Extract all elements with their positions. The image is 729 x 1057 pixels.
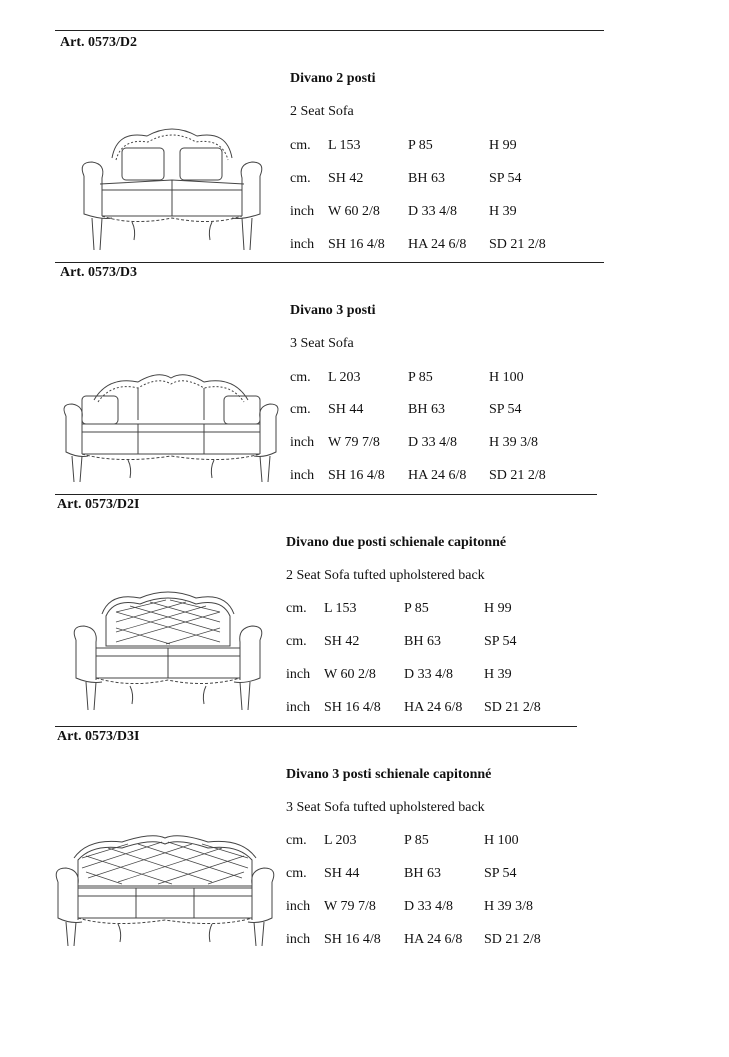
- spec-value: SH 42: [328, 171, 364, 186]
- section-divider: [55, 30, 604, 31]
- spec-value: BH 63: [408, 171, 445, 186]
- spec-value: H 39: [489, 204, 517, 219]
- spec-value: H 99: [484, 601, 512, 616]
- spec-value: SH 42: [324, 634, 360, 649]
- unit-label: cm.: [286, 634, 307, 649]
- unit-label: inch: [286, 899, 311, 914]
- spec-value: SD 21 2/8: [489, 237, 546, 252]
- unit-label: cm.: [290, 138, 311, 153]
- spec-value: H 99: [489, 138, 517, 153]
- spec-value: SP 54: [484, 866, 517, 881]
- spec-value: SP 54: [489, 171, 522, 186]
- sofa-3-seat-tufted-illustration: [52, 834, 278, 950]
- sofa-2-seat-tufted-illustration: [70, 588, 266, 714]
- product-title: Divano 2 posti: [290, 71, 376, 86]
- spec-value: HA 24 6/8: [408, 468, 467, 483]
- unit-label: cm.: [286, 866, 307, 881]
- section-divider: [55, 494, 597, 495]
- spec-value: H 39 3/8: [489, 435, 538, 450]
- spec-value: W 79 7/8: [324, 899, 376, 914]
- spec-value: P 85: [404, 601, 429, 616]
- spec-value: W 60 2/8: [328, 204, 380, 219]
- sofa-2-seat-illustration: [72, 118, 272, 256]
- product-subtitle: 3 Seat Sofa: [290, 336, 354, 351]
- spec-value: W 79 7/8: [328, 435, 380, 450]
- spec-value: SD 21 2/8: [484, 932, 541, 947]
- spec-value: L 203: [324, 833, 357, 848]
- product-subtitle: 2 Seat Sofa tufted upholstered back: [286, 568, 485, 583]
- unit-label: cm.: [286, 833, 307, 848]
- spec-value: SP 54: [484, 634, 517, 649]
- spec-value: SH 16 4/8: [324, 932, 381, 947]
- product-title: Divano due posti schienale capitonné: [286, 535, 507, 550]
- unit-label: cm.: [290, 370, 311, 385]
- article-number: Art. 0573/D3I: [57, 729, 140, 744]
- spec-value: H 39 3/8: [484, 899, 533, 914]
- unit-label: cm.: [290, 402, 311, 417]
- spec-value: H 100: [489, 370, 524, 385]
- spec-value: D 33 4/8: [408, 204, 457, 219]
- spec-value: SH 16 4/8: [328, 468, 385, 483]
- spec-value: L 203: [328, 370, 361, 385]
- product-title: Divano 3 posti schienale capitonné: [286, 767, 492, 782]
- spec-value: SD 21 2/8: [484, 700, 541, 715]
- unit-label: inch: [286, 932, 311, 947]
- product-subtitle: 2 Seat Sofa: [290, 104, 354, 119]
- spec-value: HA 24 6/8: [404, 700, 463, 715]
- spec-value: D 33 4/8: [408, 435, 457, 450]
- unit-label: inch: [290, 237, 315, 252]
- unit-label: cm.: [286, 601, 307, 616]
- unit-label: inch: [290, 204, 315, 219]
- article-number: Art. 0573/D2I: [57, 497, 140, 512]
- spec-value: SH 16 4/8: [324, 700, 381, 715]
- spec-value: SH 44: [324, 866, 360, 881]
- spec-value: BH 63: [404, 634, 441, 649]
- section-divider: [55, 726, 577, 727]
- spec-value: HA 24 6/8: [404, 932, 463, 947]
- spec-value: P 85: [404, 833, 429, 848]
- spec-value: HA 24 6/8: [408, 237, 467, 252]
- spec-value: SD 21 2/8: [489, 468, 546, 483]
- product-subtitle: 3 Seat Sofa tufted upholstered back: [286, 800, 485, 815]
- article-number: Art. 0573/D3: [60, 265, 137, 280]
- spec-value: BH 63: [408, 402, 445, 417]
- unit-label: cm.: [290, 171, 311, 186]
- section-divider: [55, 262, 604, 263]
- spec-value: D 33 4/8: [404, 667, 453, 682]
- spec-value: H 39: [484, 667, 512, 682]
- article-number: Art. 0573/D2: [60, 35, 137, 50]
- sofa-3-seat-illustration: [58, 370, 284, 488]
- spec-value: SH 44: [328, 402, 364, 417]
- spec-value: W 60 2/8: [324, 667, 376, 682]
- unit-label: inch: [290, 468, 315, 483]
- spec-value: D 33 4/8: [404, 899, 453, 914]
- spec-value: SP 54: [489, 402, 522, 417]
- spec-value: SH 16 4/8: [328, 237, 385, 252]
- unit-label: inch: [286, 667, 311, 682]
- unit-label: inch: [286, 700, 311, 715]
- spec-value: P 85: [408, 370, 433, 385]
- spec-value: P 85: [408, 138, 433, 153]
- spec-value: H 100: [484, 833, 519, 848]
- spec-value: BH 63: [404, 866, 441, 881]
- spec-value: L 153: [324, 601, 357, 616]
- product-title: Divano 3 posti: [290, 303, 376, 318]
- unit-label: inch: [290, 435, 315, 450]
- spec-value: L 153: [328, 138, 361, 153]
